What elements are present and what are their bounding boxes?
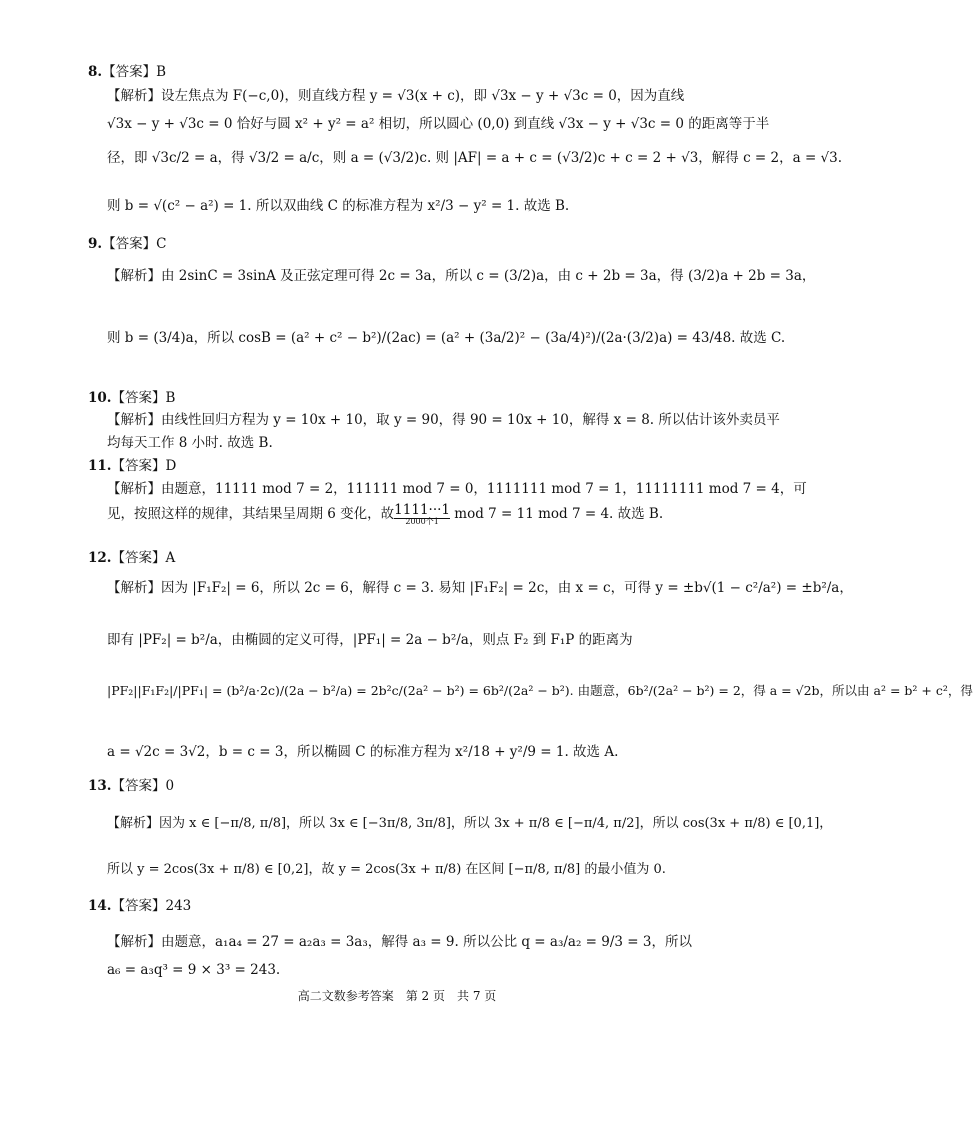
q10-number: 10. [88, 390, 112, 406]
q14-line-1 [107, 930, 692, 950]
q8-answer [88, 60, 166, 80]
q8-line-3: 径，即 √3c/2 = a，得 √3/2 = a/c，则 a = (√3/2)c. 则 |AF| = a + c = (√3/2)c + c = 2 + √3，解得 c = 2，a = √3. [107, 150, 843, 166]
q12-line-4: a = √2c = 3√2，b = c = 3，所以椭圆 C 的标准方程为 x²/18 + y²/9 = 1. 故选 A. [107, 744, 619, 760]
q10-answer-value: B [165, 390, 176, 406]
q11-text-2c: mod 7 = 11 mod 7 = 4. 故选 B. [450, 506, 664, 522]
q12-answer [88, 546, 175, 566]
q9-line-2: 则 b = (3/4)a，所以 cosB = (a² + c² − b²)/(2ac) = (a² + (3a/2)² − (3a/4)²)/(2a·(3/2)a) = 43/48. 故选 C. [107, 330, 786, 346]
analysis-label: 【解析】 [107, 412, 161, 428]
q11-text-2a: 见，按照这样的规律，其结果呈周期 6 变化，故 [107, 506, 395, 522]
q9-text-1: 由 2sinC = 3sinA 及正弦定理可得 2c = 3a，所以 c = (3/2)a，由 c + 2b = 3a，得 (3/2)a + 2b = 3a， [161, 268, 816, 284]
q10-line-1 [107, 408, 780, 428]
q13-answer-value: 0 [165, 778, 175, 794]
q9-line-1 [107, 264, 815, 284]
q12-line-3: |PF₂||F₁F₂|/|PF₁| = (b²/a·2c)/(2a − b²/a) = 2b²c/(2a² − b²) = 6b²/(2a² − b²). 由题意，6b²/(2a² − b²) = 2，得 a = √2b，所以由 a² = b² + c²，得 [107, 683, 973, 698]
q10-line-2: 均每天工作 8 小时. 故选 B. [107, 435, 273, 451]
q11-ones: 1111···1 [394, 502, 450, 518]
analysis-label: 【解析】 [107, 816, 160, 831]
q12-number: 12. [88, 550, 112, 566]
q12-answer-value: A [165, 550, 176, 566]
q8-text-1: 设左焦点为 F(−c,0)，则直线方程 y = √3(x + c)，即 √3x − y + √3c = 0，因为直线 [161, 88, 685, 104]
analysis-label: 【解析】 [107, 934, 161, 950]
answer-label: 【答案】 [102, 64, 157, 80]
analysis-label: 【解析】 [107, 580, 161, 596]
q14-answer-value: 243 [165, 898, 192, 914]
q9-answer [88, 232, 166, 252]
q12-line-2: 即有 |PF₂| = b²/a，由椭圆的定义可得，|PF₁| = 2a − b²/a，则点 F₂ 到 F₁P 的距离为 [107, 632, 633, 648]
q8-line-1 [107, 84, 684, 104]
q11-number: 11. [88, 458, 112, 474]
q8-line-4: 则 b = √(c² − a²) = 1. 所以双曲线 C 的标准方程为 x²/3 − y² = 1. 故选 B. [107, 198, 570, 214]
answer-label: 【答案】 [111, 458, 166, 474]
q11-answer [88, 454, 176, 474]
answer-label: 【答案】 [111, 778, 166, 794]
q11-line-1 [107, 477, 807, 497]
q11-line-2 [107, 502, 663, 526]
q11-ones-count: 2000个1 [405, 517, 439, 526]
q8-number: 8. [88, 64, 103, 80]
analysis-label: 【解析】 [107, 268, 161, 284]
q9-answer-value: C [156, 236, 167, 252]
q8-line-2: √3x − y + √3c = 0 恰好与圆 x² + y² = a² 相切，所以圆心 (0,0) 到直线 √3x − y + √3c = 0 的距离等于半 [107, 116, 770, 132]
q12-line-1 [107, 576, 853, 596]
page-footer: 高二文数参考答案 第 2 页 共 7 页 [297, 989, 497, 1003]
answer-label: 【答案】 [111, 550, 166, 566]
answer-label: 【答案】 [111, 390, 166, 406]
q14-answer [88, 894, 191, 914]
q14-number: 14. [88, 898, 112, 914]
q14-line-2: a₆ = a₃q³ = 9 × 3³ = 243. [107, 962, 281, 978]
q8-answer-value: B [156, 64, 167, 80]
answer-label: 【答案】 [111, 898, 166, 914]
q11-repeat-ones [394, 502, 450, 526]
q13-line-1 [107, 812, 832, 831]
q14-text-1: 由题意，a₁a₄ = 27 = a₂a₃ = 3a₃，解得 a₃ = 9. 所以公比 q = a₃/a₂ = 9/3 = 3，所以 [161, 934, 692, 950]
answer-label: 【答案】 [102, 236, 157, 252]
q11-answer-value: D [165, 458, 177, 474]
q13-answer [88, 774, 174, 794]
q13-line-2: 所以 y = 2cos(3x + π/8) ∈ [0,2]，故 y = 2cos(3x + π/8) 在区间 [−π/8, π/8] 的最小值为 0. [107, 862, 666, 877]
q13-text-1: 因为 x ∈ [−π/8, π/8]，所以 3x ∈ [−3π/8, 3π/8]，所以 3x + π/8 ∈ [−π/4, π/2]，所以 cos(3x + π/8) ∈ [0,1]， [159, 816, 833, 831]
q10-text-1: 由线性回归方程为 y = 10x + 10，取 y = 90，得 90 = 10x + 10，解得 x = 8. 所以估计该外卖员平 [161, 412, 780, 428]
q9-number: 9. [88, 236, 103, 252]
analysis-label: 【解析】 [107, 88, 161, 104]
q12-text-1: 因为 |F₁F₂| = 6，所以 2c = 6，解得 c = 3. 易知 |F₁F₂| = 2c，由 x = c，可得 y = ±b√(1 − c²/a²) = ±b²/a， [161, 580, 853, 596]
q11-text-1: 由题意，11111 mod 7 = 2，111111 mod 7 = 0，1111111 mod 7 = 1，11111111 mod 7 = 4，可 [161, 481, 807, 497]
q10-answer [88, 386, 175, 406]
analysis-label: 【解析】 [107, 481, 161, 497]
q13-number: 13. [88, 778, 112, 794]
